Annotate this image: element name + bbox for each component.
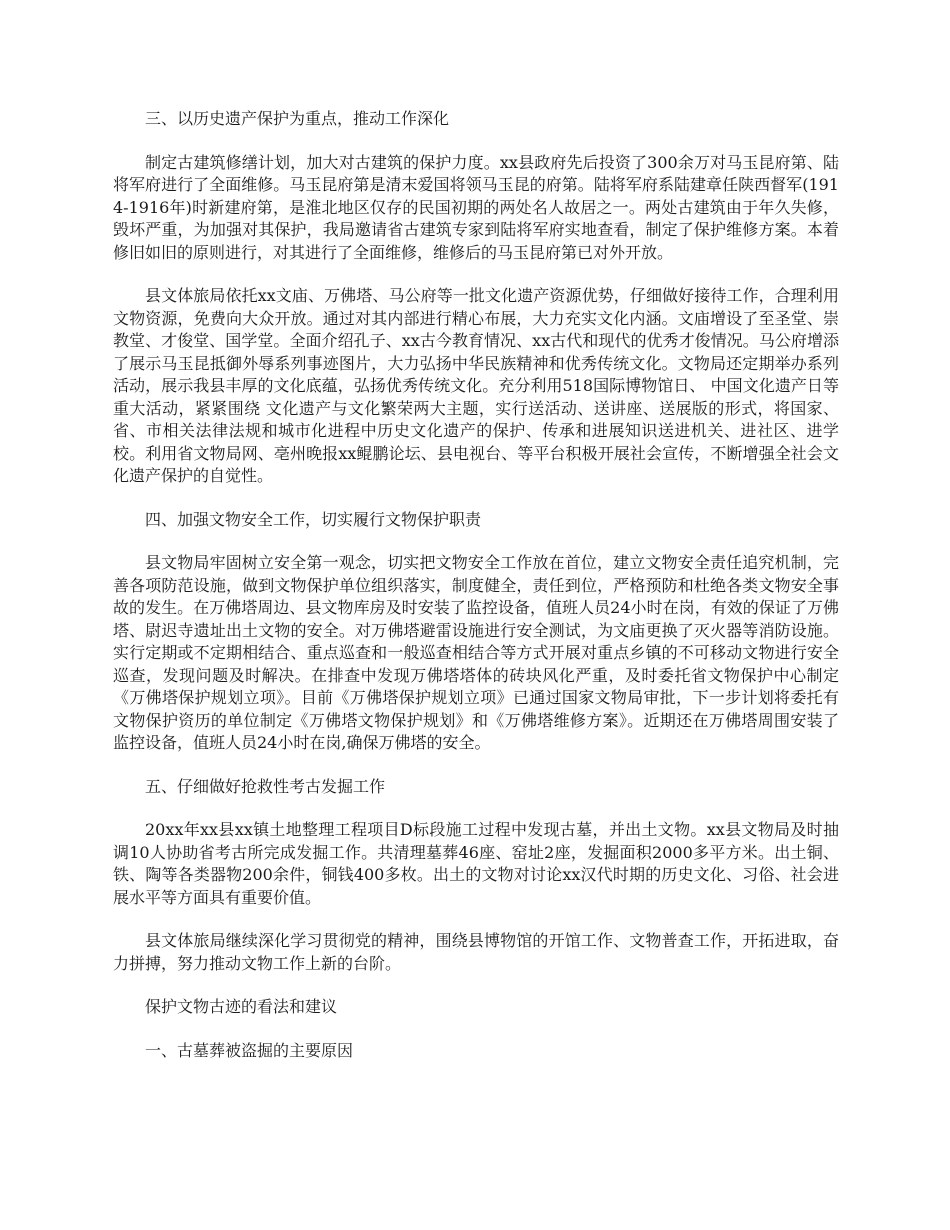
paragraph-conclusion: 县文体旅局继续深化学习贯彻党的精神，围绕县博物馆的开馆工作、文物普查工作，开拓进取，奋力拼搏，努力推动文物工作上新的台阶。 xyxy=(113,931,839,973)
section-heading-5: 五、仔细做好抢救性考古发掘工作 xyxy=(145,776,386,796)
subheading-tomb-reasons: 一、古墓葬被盗掘的主要原因 xyxy=(145,1040,354,1060)
section-heading-3: 三、以历史遗产保护为重点，推动工作深化 xyxy=(145,109,450,128)
document-page xyxy=(113,108,839,1083)
paragraph-excavation: 20xx年xx县xx镇土地整理工程项目D标段施工过程中发现古墓，并出土文物。xx县文物局及时抽调10人协助省考古所完成发掘工作。共清理墓葬46座、窑址2座，发掘面积2000多平方米。出土铜、铁、陶等各类器物200余件，铜钱400多枚。出土的文物对讨论xx汉代时期的历史文化、习俗、社会进展水平等方面具有重要价值。 xyxy=(113,820,839,907)
section-heading-4: 四、加强文物安全工作，切实履行文物保护职责 xyxy=(145,509,482,529)
paragraph-safety: 县文物局牢固树立安全第一观念，切实把文物安全工作放在首位，建立文物安全责任追究机制，完善各项防范设施，做到文物保护单位组织落实，制度健全，责任到位，严格预防和杜绝各类文物安全事故的发生。在万佛塔周边、县文物库房及时安装了监控设备，值班人员24小时在岗，有效的保证了万佛塔、尉迟寺遗址出土文物的安全。对万佛塔避雷设施进行安全测试，为文庙更换了灭火器等消防设施。实行定期或不定期相结合、重点巡查和一般巡查相结合等方式开展对重点乡镇的不可移动文物进行安全巡查，发现问题及时解决。在排查中发现万佛塔塔体的砖块风化严重，及时委托省文物保护中心制定《万佛塔保护规划立项》。目前《万佛塔保护规划立项》已通过国家文物局审批，下一步计划将委托有文物保护资历的单位制定《万佛塔文物保护规划》和《万佛塔维修方案》。近期还在万佛塔周围安装了监控设备，值班人员24小时在岗,确保万佛塔的安全。 xyxy=(113,553,839,752)
paragraph-cultural-resources: 县文体旅局依托xx文庙、万佛塔、马公府等一批文化遗产资源优势，仔细做好接待工作，合理利用文物资源，免费向大众开放。通过对其内部进行精心布展，大力充实文化内涵。文庙增设了至圣堂、崇教堂、才俊堂、国学堂。全面介绍孔子、xx古今教育情况、xx古代和现代的优秀才俊情况。马公府增添了展示马玉昆抵御外辱系列事迹图片，大力弘扬中华民族精神和优秀传统文化。文物局还定期举办系列活动，展示我县丰厚的文化底蕴，弘扬优秀传统文化。充分利用518国际博物馆日、 中国文化遗产日等重大活动，紧紧围绕 文化遗产与文化繁荣两大主题，实行送活动、送讲座、送展版的形式，将国家、省、市相关法律法规和城市化进程中历史文化遗产的保护、传承和进展知识送进机关、进社区、进学校。利用省文物局网、亳州晚报xx鲲鹏论坛、县电视台、等平台积极开展社会宣传，不断增强全社会文化遗产保护的自觉性。 xyxy=(113,286,839,485)
subheading-opinions: 保护文物古迹的看法和建议 xyxy=(145,997,338,1016)
paragraph-restoration: 制定古建筑修缮计划，加大对古建筑的保护力度。xx县政府先后投资了300余万对马玉昆府第、陆将军府进行了全面维修。马玉昆府第是清末爱国将领马玉昆的府第。陆将军府系陆建章任陕西督军(1914-1916年)时新建府第，是淮北地区仅存的民国初期的两处名人故居之一。两处古建筑由于年久失修，毁坏严重，为加强对其保护，我局邀请省古建筑专家到陆将军府实地查看，制定了保护维修方案。本着修旧如旧的原则进行，对其进行了全面维修，维修后的马玉昆府第已对外开放。 xyxy=(113,152,839,262)
